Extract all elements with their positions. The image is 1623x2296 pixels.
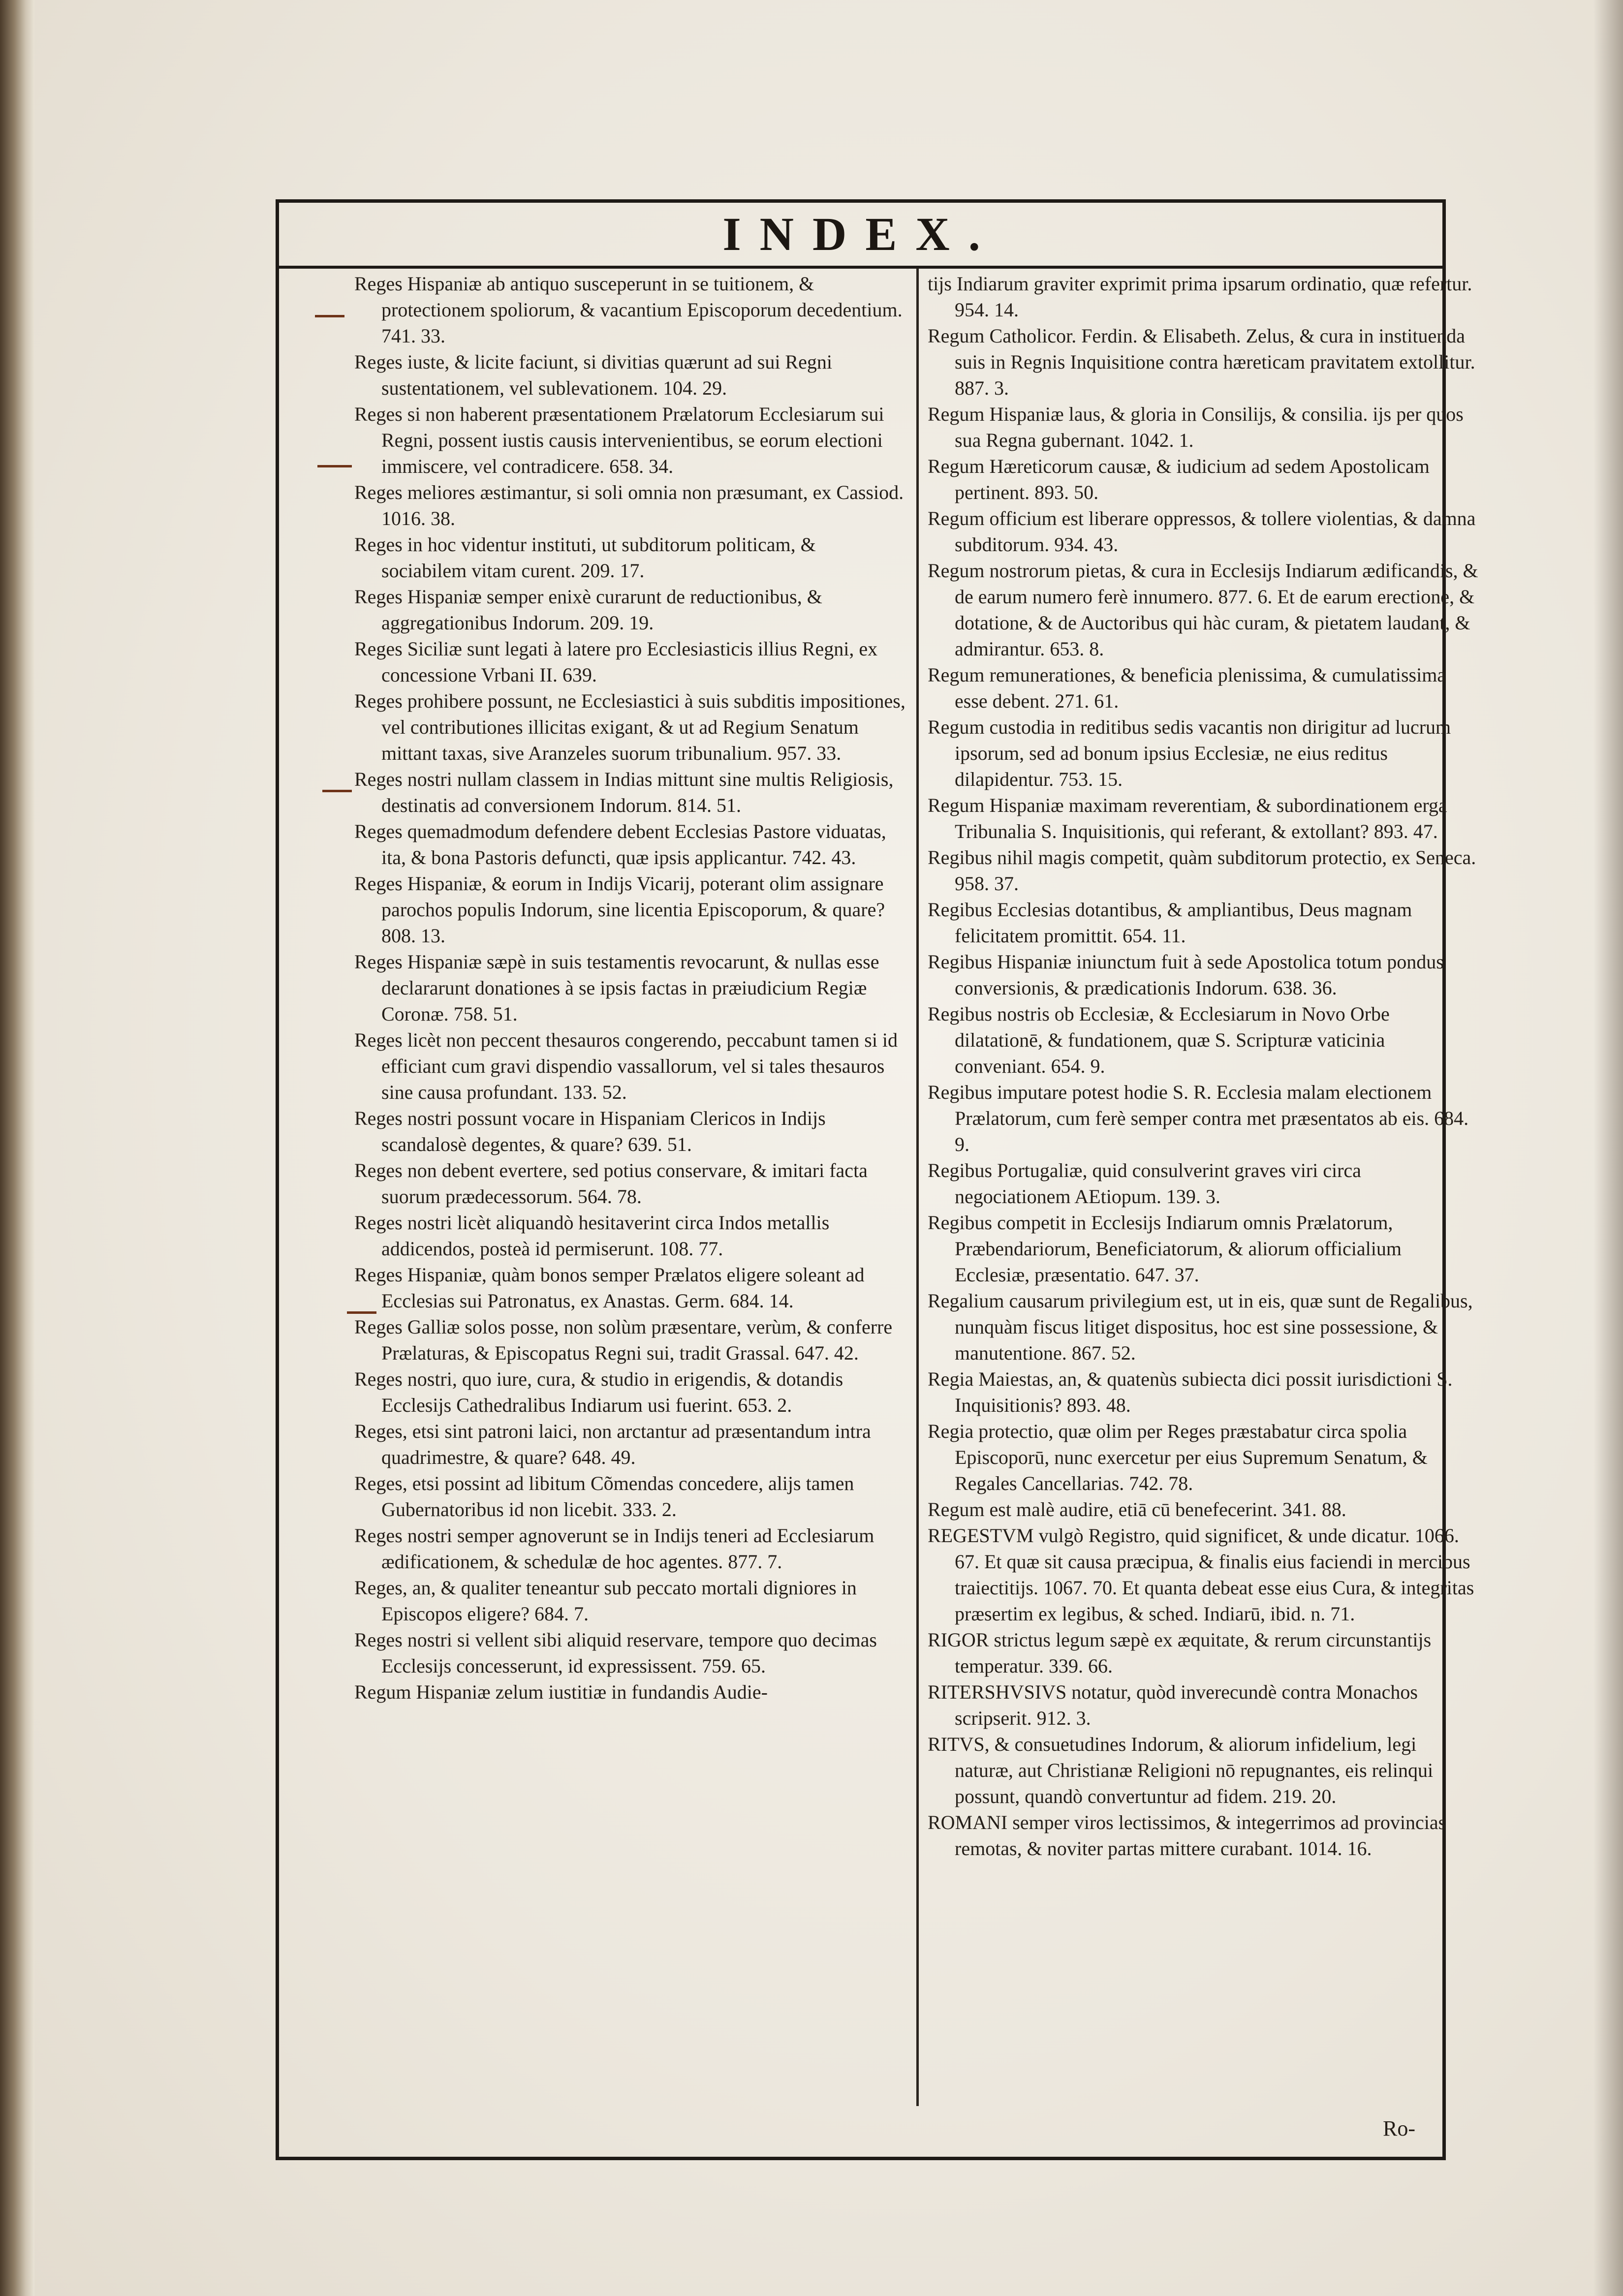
index-entry: Reges nostri semper agnoverunt se in Indijs teneri ad Ecclesiarum ædificationem, & schedulæ de hoc agentes. 877. 7.: [354, 1524, 874, 1573]
index-entry: Reges si non haberent præsentationem Prælatorum Ecclesiarum sui Regni, possent iustis causis intervenientibus, se eorum electioni immiscere, vel contradicere. 658. 34.: [354, 403, 884, 477]
index-entry: Regibus Hispaniæ iniunctum fuit à sede Apostolica totum pondus conversionis, & prædicationis Indorum. 638. 36.: [928, 951, 1444, 999]
index-entry: Reges nostri nullam classem in Indias mittunt sine multis Religiosis, destinatis ad conversionem Indorum. 814. 51.: [354, 768, 894, 816]
index-entry: Reges nostri licèt aliquandò hesitaverint circa Indos metallis addicendos, posteà id permiserunt. 108. 77.: [354, 1211, 830, 1260]
index-entry: Reges, etsi sint patroni laici, non arctantur ad præsentandum intra quadrimestre, & quare? 648. 49.: [354, 1420, 871, 1468]
index-entry: Regibus nihil magis competit, quàm subditorum protectio, ex Seneca. 958. 37.: [928, 846, 1476, 895]
index-entry: ROMANI semper viros lectissimos, & integerrimos ad provincias remotas, & noviter partas mittere curabant. 1014. 16.: [928, 1811, 1446, 1860]
index-entry: Regum custodia in reditibus sedis vacantis non dirigitur ad lucrum ipsorum, sed ad bonum ipsius Ecclesiæ, ne eius reditus dilapidentur. 753. 15.: [928, 716, 1451, 790]
index-entry: Reges Hispaniæ semper enixè curarunt de reductionibus, & aggregationibus Indorum. 209. 19.: [354, 586, 822, 634]
index-entry: Reges Hispaniæ sæpè in suis testamentis revocarunt, & nullas esse declararunt donationes à se ipsis factas in præiudicium Regiæ Coronæ. 758. 51.: [354, 951, 879, 1025]
index-entry: Reges meliores æstimantur, si soli omnia non præsumant, ex Cassiod. 1016. 38.: [354, 481, 904, 529]
index-entry: RITERSHVSIVS notatur, quòd inverecundè contra Monachos scripserit. 912. 3.: [928, 1681, 1418, 1729]
index-entry: Regibus nostris ob Ecclesiæ, & Ecclesiarum in Novo Orbe dilatationē, & fundationem, quæ S. Scripturæ vaticinia conveniant. 654. 9.: [928, 1003, 1390, 1077]
index-entry: Regum Hispaniæ zelum iustitiæ in fundandis Audie-: [354, 1681, 768, 1703]
index-entry: Reges Hispaniæ, & eorum in Indijs Vicarij, poterant olim assignare parochos populis Indorum, sine licentia Episcoporum, & quare? 808. 13.: [354, 872, 885, 947]
index-entry: Regibus imputare potest hodie S. R. Ecclesia malam electionem Prælatorum, cum ferè semper contra met præsentatos ab eis. 684. 9.: [928, 1081, 1469, 1155]
book-spine-edge: [0, 0, 34, 2296]
index-entry: Reges in hoc videntur instituti, ut subditorum politicam, & sociabilem vitam curent. 209. 17.: [354, 533, 816, 582]
index-entry: Reges nostri possunt vocare in Hispaniam Clericos in Indijs scandalosè degentes, & quare? 639. 51.: [354, 1107, 826, 1155]
margin-pen-mark: [317, 465, 352, 467]
index-entry: Reges nostri si vellent sibi aliquid reservare, tempore quo decimas Ecclesijs concesserunt, id expressissent. 759. 65.: [354, 1629, 877, 1677]
index-entry: Regum Hispaniæ laus, & gloria in Consilijs, & consilia. ijs per quos sua Regna gubernant. 1042. 1.: [928, 403, 1464, 451]
index-entry: Reges prohibere possunt, ne Ecclesiastici à suis subditis impositiones, vel contributiones illicitas exigant, & ut ad Regium Senatum mittant taxas, sive Aranzeles suorum tribunalium. 957. 33.: [354, 690, 905, 764]
index-entry: Regum nostrorum pietas, & cura in Ecclesijs Indiarum ædificandis, & de earum numero ferè innumero. 877. 6. Et de earum erectione, & dotatione, & de Auctoribus qui hàc curam, & pietatem laudant, & admirantur. 653. 8.: [928, 559, 1478, 660]
index-entry: Reges nostri, quo iure, cura, & studio in erigendis, & dotandis Ecclesijs Cathedralibus Indiarum usi fuerint. 653. 2.: [354, 1368, 843, 1416]
header-rule: [276, 266, 1446, 269]
index-entry: Regibus Portugaliæ, quid consulverint graves viri circa negociationem AEtiopum. 139. 3.: [928, 1159, 1361, 1208]
margin-pen-mark: [322, 790, 352, 792]
page-gutter-shadow: [1593, 0, 1623, 2296]
index-entry: Regia Maiestas, an, & quatenùs subiecta dici possit iurisdictioni S. Inquisitionis? 893. 48.: [928, 1368, 1453, 1416]
catchword: Ro-: [1383, 2116, 1415, 2141]
index-entry: Regalium causarum privilegium est, ut in eis, quæ sunt de Regalibus, nunquàm fiscus litiget dispositus, hoc est sine possessione, & manutentione. 867. 52.: [928, 1290, 1473, 1364]
index-entry: RIGOR strictus legum sæpè ex æquitate, & rerum circunstantijs temperatur. 339. 66.: [928, 1629, 1432, 1677]
index-entry: Regum remunerationes, & beneficia plenissima, & cumulatissima esse debent. 271. 61.: [928, 664, 1446, 712]
index-entry: RITVS, & consuetudines Indorum, & aliorum infidelium, legi naturæ, aut Christianæ Religioni nō repugnantes, eis relinqui possunt, quandò convertuntur ad fidem. 219. 20.: [928, 1733, 1434, 1807]
index-entry: Reges iuste, & licite faciunt, si divitias quærunt ad sui Regni sustentationem, vel sublevationem. 104. 29.: [354, 351, 832, 399]
column-divider: [916, 268, 919, 2106]
index-entry: Reges Hispaniæ ab antiquo susceperunt in se tuitionem, & protectionem spoliorum, & vacantium Episcoporum decedentium. 741. 33.: [354, 273, 903, 347]
page-title: INDEX.: [722, 208, 999, 260]
index-column-left: [354, 271, 905, 2101]
index-entry: Reges Siciliæ sunt legati à latere pro Ecclesiasticis illius Regni, ex concessione Vrbani II. 639.: [354, 638, 878, 686]
index-entry: Regum officium est liberare oppressos, & tollere violentias, & damna subditorum. 934. 43.: [928, 507, 1476, 556]
index-entry: Regum est malè audire, etiā cū benefecerint. 341. 88.: [928, 1498, 1346, 1520]
index-entry: Regibus competit in Ecclesijs Indiarum omnis Prælatorum, Præbendariorum, Beneficiatorum, & aliorum officialium Ecclesiæ, præsentatio. 647. 37.: [928, 1211, 1402, 1286]
index-entry: Regum Hæreticorum causæ, & iudicium ad sedem Apostolicam pertinent. 893. 50.: [928, 455, 1430, 503]
index-entry: Reges, an, & qualiter teneantur sub peccato mortali digniores in Episcopos eligere? 684. 7.: [354, 1577, 857, 1625]
index-entry: Regum Catholicor. Ferdin. & Elisabeth. Zelus, & cura in instituenda suis in Regnis Inquisitione contra hæreticam pravitatem extollitur. 887. 3.: [928, 325, 1475, 399]
index-entry: Reges Hispaniæ, quàm bonos semper Prælatos eligere soleant ad Ecclesias sui Patronatus, ex Anastas. Germ. 684. 14.: [354, 1264, 865, 1312]
index-entry: Reges licèt non peccent thesauros congerendo, peccabunt tamen si id efficiant cum gravi dispendio vassallorum, vel si tales thesauros sine causa profundant. 133. 52.: [354, 1029, 898, 1103]
index-entry: tijs Indiarum graviter exprimit prima ipsarum ordinatio, quæ refertur. 954. 14.: [928, 273, 1472, 321]
index-column-right: [928, 271, 1479, 2101]
index-entry: Regibus Ecclesias dotantibus, & ampliantibus, Deus magnam felicitatem promittit. 654. 11.: [928, 899, 1412, 947]
index-entry: Reges, etsi possint ad libitum Cõmendas concedere, alijs tamen Gubernatoribus id non licebit. 333. 2.: [354, 1472, 854, 1520]
index-entry: Regum Hispaniæ maximam reverentiam, & subordinationem erga Tribunalia S. Inquisitionis, qui referant, & extollant? 893. 47.: [928, 794, 1447, 842]
index-entry: REGESTVM vulgò Registro, quid significet, & unde dicatur. 1066. 67. Et quæ sit causa præcipua, & finalis eius faciendi in mercibus traiectitijs. 1067. 70. Et quanta debeat esse eius Cura, & integritas præsertim ex legibus, & sched. Indiarū, ibid. n. 71.: [928, 1524, 1474, 1625]
margin-pen-mark: [315, 315, 344, 317]
index-entry: Reges Galliæ solos posse, non solùm præsentare, verùm, & conferre Prælaturas, & Episcopatus Regni sui, tradit Grassal. 647. 42.: [354, 1316, 893, 1364]
index-entry: Reges non debent evertere, sed potius conservare, & imitari facta suorum prædecessorum. 564. 78.: [354, 1159, 868, 1208]
index-entry: Regia protectio, quæ olim per Reges præstabatur circa spolia Episcoporū, nunc exercetur per eius Supremum Senatum, & Regales Cancellarias. 742. 78.: [928, 1420, 1428, 1494]
index-entry: Reges quemadmodum defendere debent Ecclesias Pastore viduatas, ita, & bona Pastoris defuncti, quæ ipsis applicantur. 742. 43.: [354, 820, 886, 869]
